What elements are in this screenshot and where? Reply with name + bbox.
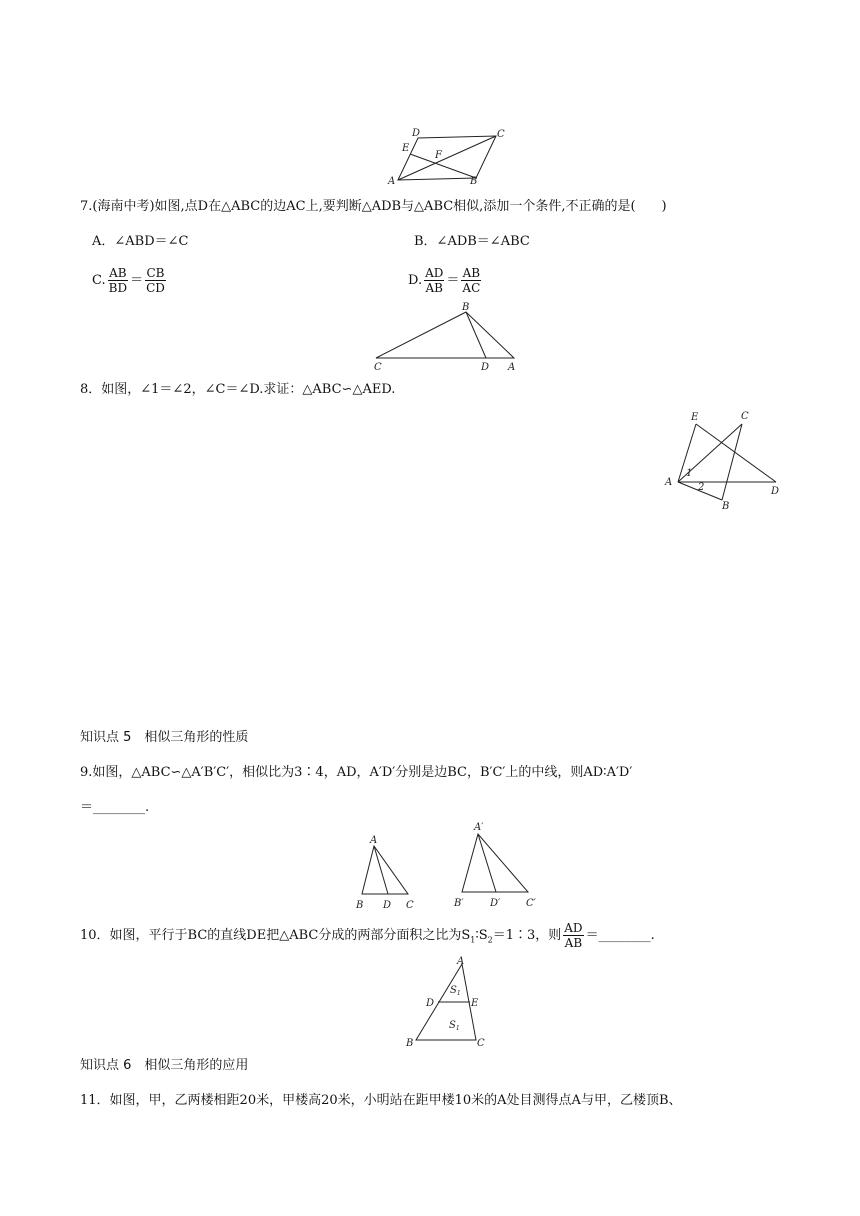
label-c: C: [374, 362, 382, 373]
q9-figure-small-triangle: [352, 832, 422, 912]
q7-option-c-frac1: [108, 266, 128, 295]
q7-option-c-frac2: [145, 266, 166, 295]
area-s1-label: $S_1$: [450, 985, 461, 997]
frac-denominator: AB: [425, 281, 443, 295]
label-c: C: [741, 411, 749, 422]
label-f: F: [435, 150, 442, 161]
label-b: B: [462, 302, 470, 313]
label-d: D: [426, 998, 435, 1009]
q7-option-d: [408, 263, 483, 299]
angle-1-label: 1: [686, 468, 693, 479]
frac-numerator: AB: [109, 266, 127, 280]
frac-denominator: BD: [108, 281, 128, 295]
label-b: B: [470, 176, 478, 186]
q7-option-c-prefix: C.: [92, 273, 106, 288]
equals-sign: ＝: [130, 273, 144, 288]
q7-option-c: [92, 263, 168, 299]
equals-sign: ＝: [446, 273, 460, 288]
label-a: A: [665, 477, 673, 488]
label-a: A: [508, 362, 516, 373]
label-d: D: [383, 900, 392, 911]
q10-stem-prefix: 10．如图，平行于BC的直线DE把△ABC分成的两部分面积之比为S: [80, 928, 471, 943]
q10-stem: [80, 918, 655, 959]
label-a: A: [370, 835, 378, 846]
q11-stem: 11．如图，甲，乙两楼相距20米，甲楼高20米，小明站在距甲楼10米的A处目测得点A与甲，乙楼顶B、: [80, 1093, 682, 1108]
label-e: E: [471, 998, 479, 1009]
q8-figure: [660, 406, 790, 512]
label-c: C: [406, 900, 414, 911]
q9-figure-large-triangle: [448, 818, 548, 912]
subscript-1: 1: [470, 935, 476, 945]
label-e: E: [691, 412, 699, 423]
q8-stem: 8．如图，∠1＝∠2，∠C＝∠D.求证：△ABC∽△AED.: [80, 382, 396, 397]
q7-option-a: A．∠ABD＝∠C: [92, 234, 189, 249]
parallelogram-figure: [380, 126, 510, 186]
q10-stem-suffix: ＝________.: [585, 928, 655, 943]
label-d: D: [481, 362, 490, 373]
frac-denominator: AB: [564, 936, 583, 950]
q7-triangle-figure: [368, 300, 528, 374]
ratio-mid: ∶S: [475, 928, 488, 943]
q7-option-d-prefix: D.: [408, 273, 423, 288]
ratio-end: ＝1∶3，则: [492, 928, 562, 943]
frac-denominator: CD: [146, 281, 165, 295]
label-a: A: [457, 956, 465, 967]
section-5-heading: 知识点 5 相似三角形的性质: [80, 730, 249, 745]
q10-figure: [400, 956, 494, 1050]
frac-numerator: CB: [146, 266, 165, 280]
q7-option-b: B．∠ADB＝∠ABC: [414, 234, 530, 249]
q7-stem: 7.(海南中考)如图,点D在△ABC的边AC上,要判断△ADB与△ABC相似,添加一个条件,不正确的是( ): [80, 199, 667, 214]
q9-stem-line2: ＝________.: [80, 800, 150, 815]
area-s2-label: $S_1$: [449, 1020, 460, 1032]
frac-denominator: AC: [462, 281, 481, 295]
q9-stem-line1: 9.如图，△ABC∽△A′B′C′，相似比为3∶4，AD，A′D′分别是边BC，B′C′上的中线，则AD∶A′D′: [80, 765, 633, 780]
frac-numerator: AB: [462, 266, 481, 280]
label-b: B: [356, 900, 364, 911]
label-b-prime: B′: [454, 898, 464, 909]
label-c-prime: C′: [526, 898, 536, 909]
label-b: B: [406, 1038, 414, 1049]
frac-numerator: AD: [425, 266, 444, 280]
q7-option-d-frac1: [424, 266, 444, 295]
label-a-prime: A′: [474, 822, 484, 833]
label-a: A: [388, 176, 396, 186]
subscript-2: 2: [487, 935, 493, 945]
q7-option-d-frac2: [461, 266, 481, 295]
label-c: C: [477, 1038, 485, 1049]
label-b: B: [722, 501, 730, 512]
label-e: E: [402, 143, 410, 154]
label-d: D: [771, 486, 780, 497]
frac-numerator: AD: [564, 921, 583, 935]
label-d: D: [412, 128, 421, 139]
angle-2-label: 2: [698, 482, 705, 493]
q10-fraction: [563, 921, 583, 950]
label-c: C: [497, 129, 505, 140]
section-6-heading: 知识点 6 相似三角形的应用: [80, 1058, 249, 1073]
label-d-prime: D′: [490, 898, 501, 909]
